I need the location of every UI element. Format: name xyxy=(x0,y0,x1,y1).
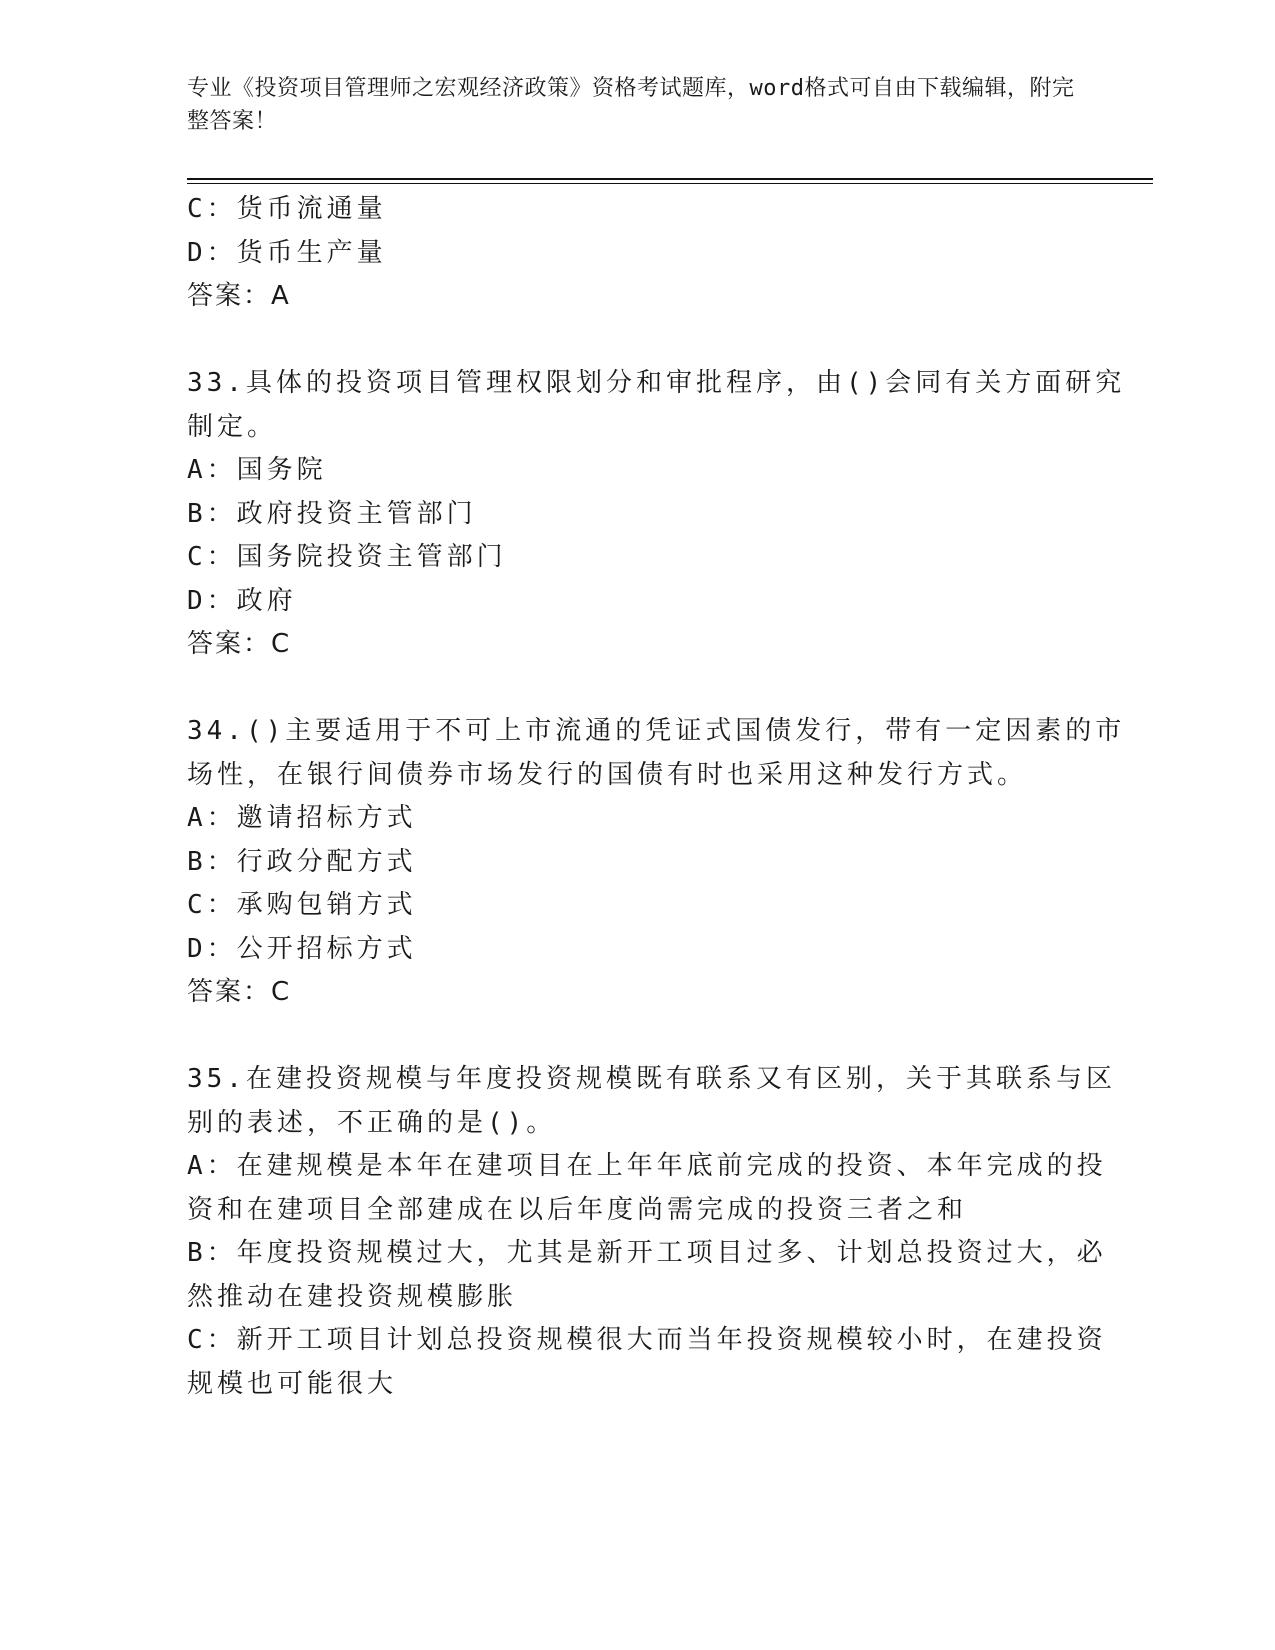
option-a-q33: A：国务院 xyxy=(187,455,327,485)
option-c-q35-line-2: 规模也可能很大 xyxy=(187,1369,398,1399)
header-divider-thick xyxy=(187,178,1153,180)
question-35-line-2: 别的表述，不正确的是()。 xyxy=(187,1108,557,1138)
question-35-line-1: 35.在建投资规模与年度投资规模既有联系又有区别，关于其联系与区 xyxy=(187,1064,1116,1094)
answer-q34: 答案：C xyxy=(187,977,292,1007)
question-34-line-2: 场性，在银行间债券市场发行的国债有时也采用这种发行方式。 xyxy=(187,760,1028,790)
option-b-q33: B：政府投资主管部门 xyxy=(187,499,477,529)
option-c-q34: C：承购包销方式 xyxy=(187,890,417,920)
option-a-q35-line-2: 资和在建项目全部建成在以后年度尚需完成的投资三者之和 xyxy=(187,1195,968,1225)
question-33-line-1: 33.具体的投资项目管理权限划分和审批程序，由()会同有关方面研究 xyxy=(187,368,1126,398)
question-33-line-2: 制定。 xyxy=(187,412,278,442)
question-34-line-1: 34.()主要适用于不可上市流通的凭证式国债发行，带有一定因素的市 xyxy=(187,716,1126,746)
answer-q33: 答案：C xyxy=(187,629,292,659)
answer-q32: 答案：A xyxy=(187,281,291,311)
option-a-q35-line-1: A：在建规模是本年在建项目在上年年底前完成的投资、本年完成的投 xyxy=(187,1151,1107,1181)
option-c-q32: C：货币流通量 xyxy=(187,194,387,224)
option-b-q34: B：行政分配方式 xyxy=(187,847,417,877)
option-d-q32: D：货币生产量 xyxy=(187,238,387,268)
option-b-q35-line-1: B：年度投资规模过大，尤其是新开工项目过多、计划总投资过大，必 xyxy=(187,1238,1107,1268)
header-divider-thin xyxy=(187,183,1153,184)
option-a-q34: A：邀请招标方式 xyxy=(187,803,417,833)
option-b-q35-line-2: 然推动在建投资规模膨胀 xyxy=(187,1282,518,1312)
document-header: 专业《投资项目管理师之宏观经济政策》资格考试题库，word格式可自由下载编辑，附完整答案！ xyxy=(187,76,1075,134)
option-d-q34: D：公开招标方式 xyxy=(187,934,417,964)
option-c-q33: C：国务院投资主管部门 xyxy=(187,542,507,572)
option-d-q33: D：政府 xyxy=(187,586,297,616)
option-c-q35-line-1: C：新开工项目计划总投资规模很大而当年投资规模较小时，在建投资 xyxy=(187,1325,1107,1355)
